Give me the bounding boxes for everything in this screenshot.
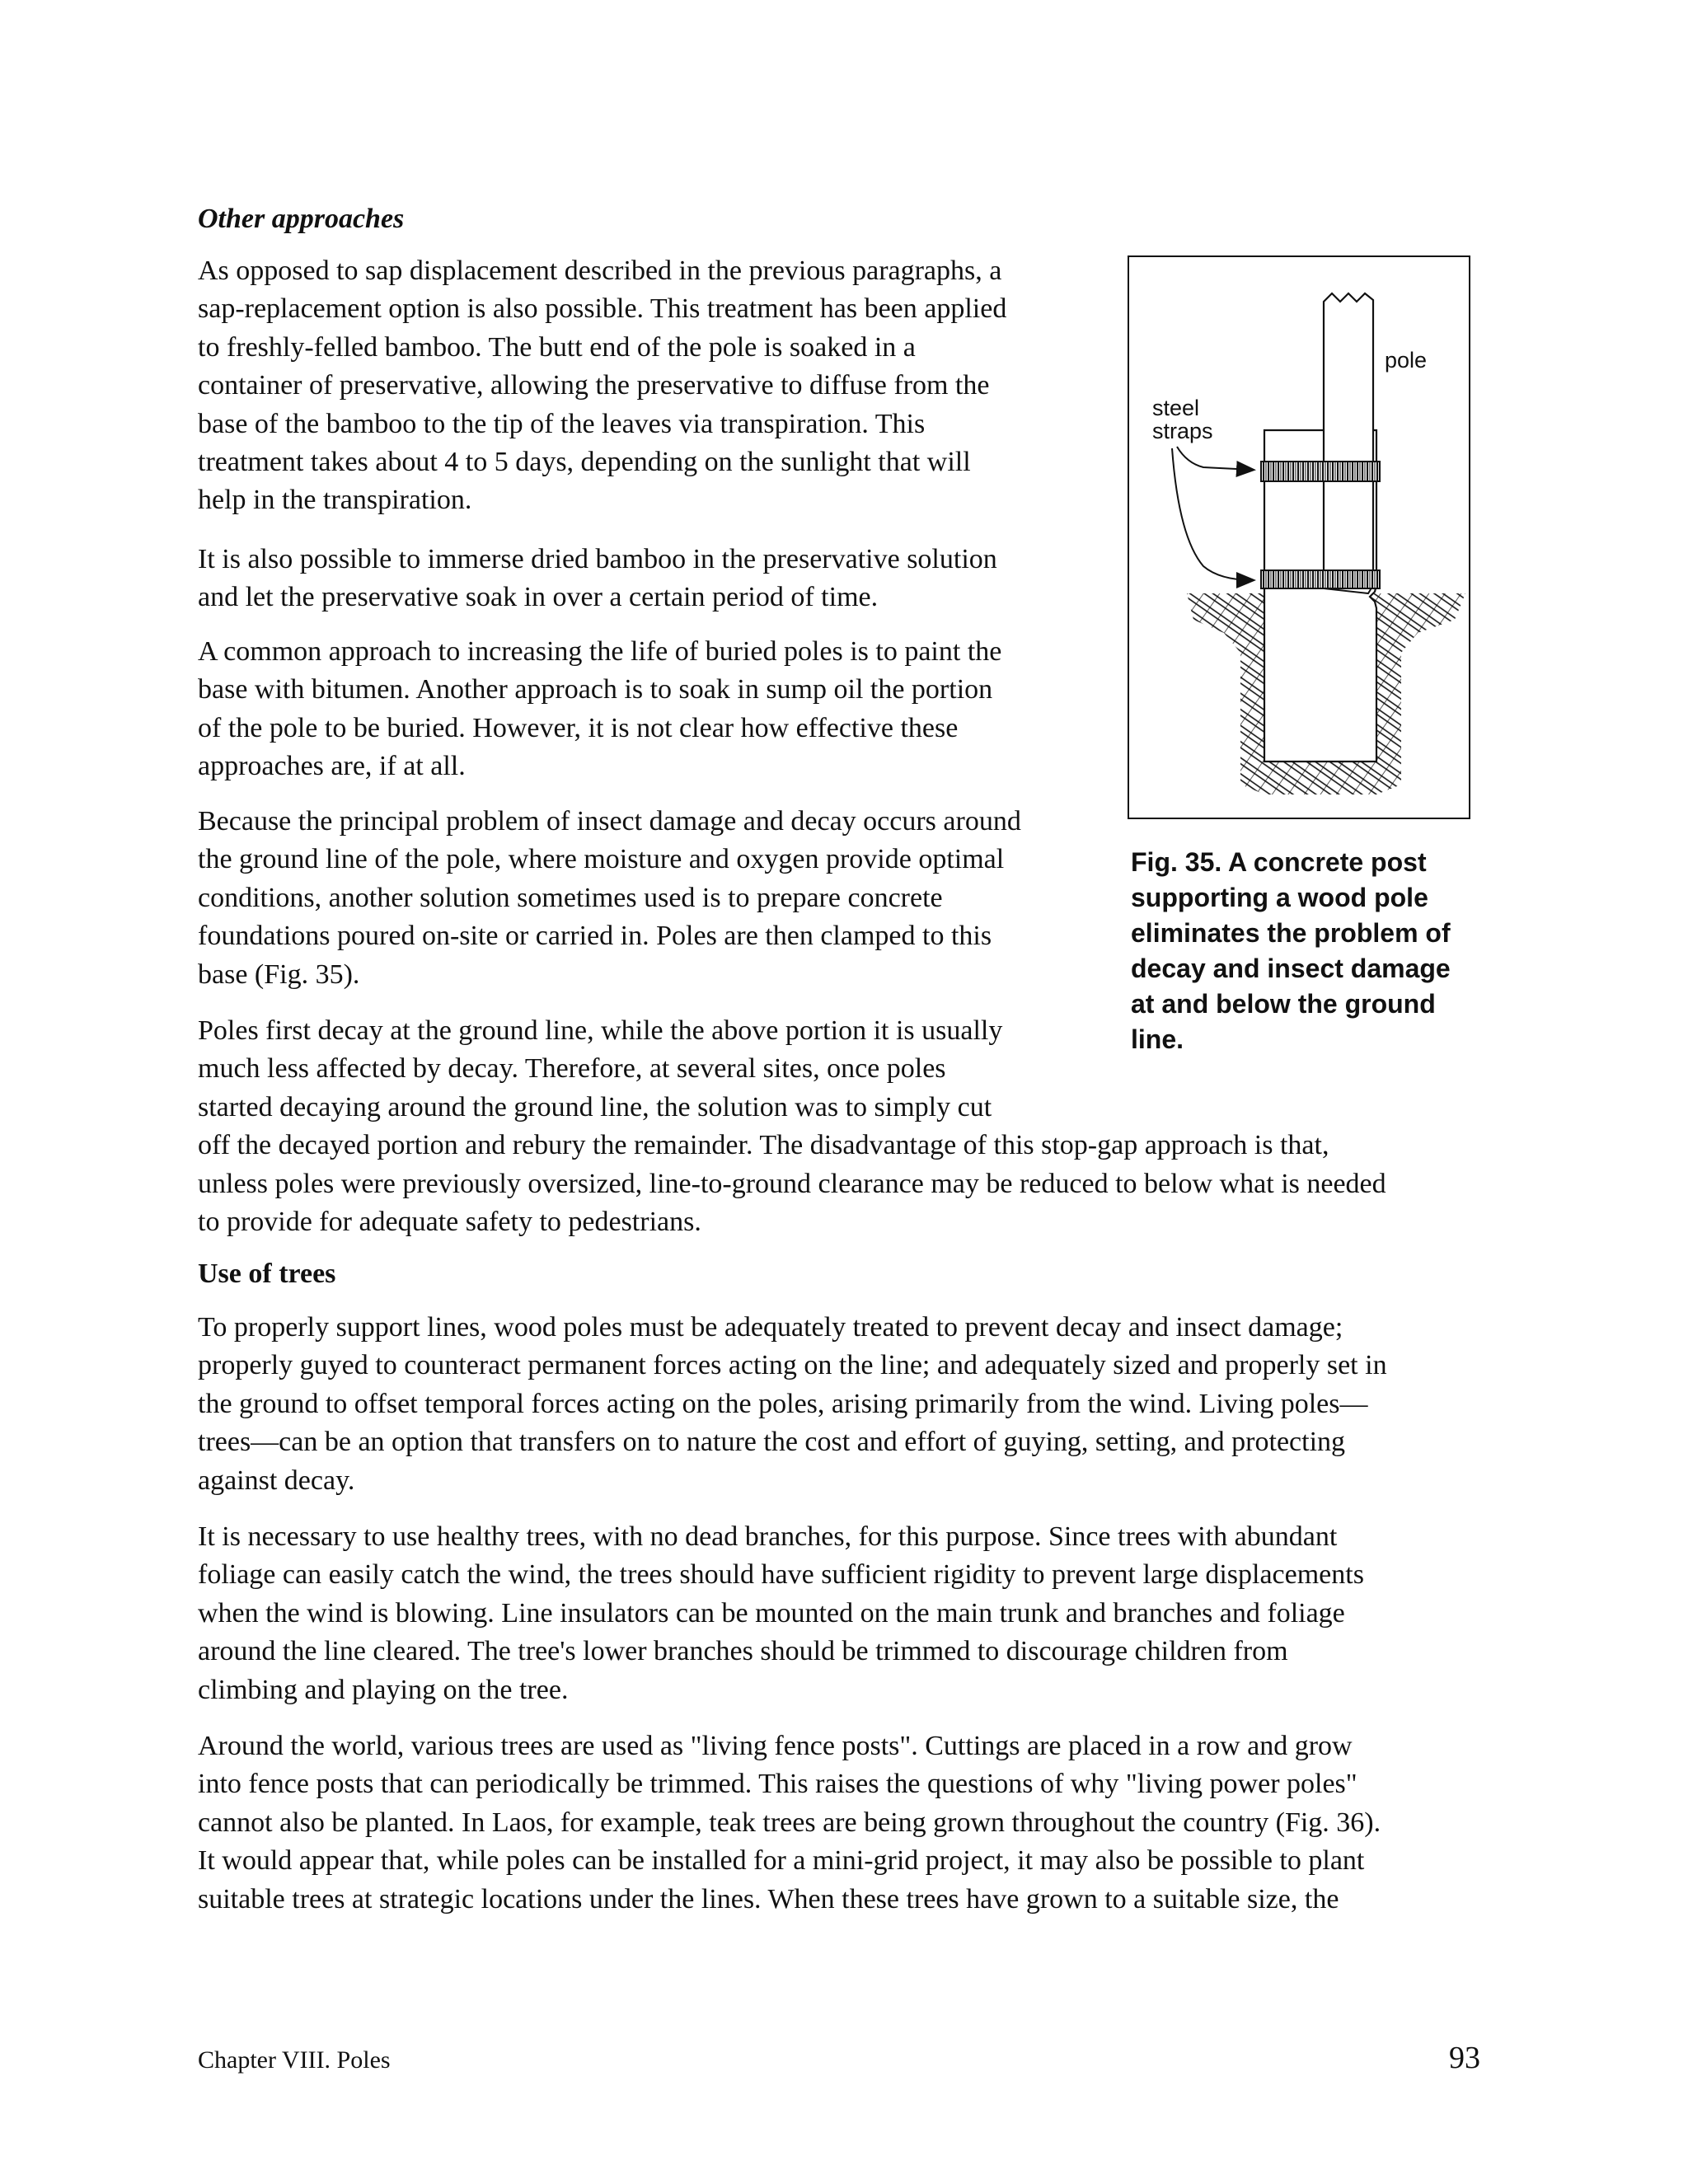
steel-straps-label-line2: straps bbox=[1152, 419, 1213, 443]
text-line: the ground line of the pole, where moisture and oxygen provide optimal bbox=[198, 844, 1005, 875]
steel-straps-label-line1: steel bbox=[1152, 396, 1200, 420]
text-line: against decay. bbox=[198, 1465, 355, 1496]
text-line: started decaying around the ground line, the solution was to simply cut bbox=[198, 1091, 992, 1122]
text-line: of the pole to be buried. However, it is not clear how effective these bbox=[198, 712, 959, 743]
paragraph bbox=[198, 541, 997, 617]
text-line: help in the transpiration. bbox=[198, 485, 472, 516]
text-line: off the decayed portion and rebury the remainder. The disadvantage of this stop-gap approach is that, bbox=[198, 1130, 1329, 1161]
strap-pointer-upper bbox=[1177, 447, 1253, 470]
text-line: into fence posts that can periodically be trimmed. This raises the questions of why "living power poles" bbox=[198, 1769, 1357, 1800]
text-line: the ground to offset temporal forces acting on the poles, arising primarily from the wind. Living poles— bbox=[198, 1388, 1368, 1419]
text-line: To properly support lines, wood poles must be adequately treated to prevent decay and insect damage; bbox=[198, 1312, 1343, 1343]
text-line: As opposed to sap displacement described in the previous paragraphs, a bbox=[198, 255, 1002, 286]
text-line: when the wind is blowing. Line insulators can be mounted on the main trunk and branches and foliage bbox=[198, 1597, 1345, 1629]
text-line: unless poles were previously oversized, line-to-ground clearance may be reduced to below what is needed bbox=[198, 1168, 1386, 1199]
caption-line: line. bbox=[1131, 1024, 1184, 1054]
upper-steel-strap bbox=[1261, 462, 1380, 481]
text-line: properly guyed to counteract permanent forces acting on the line; and adequately sized and properly set in bbox=[198, 1350, 1387, 1381]
figure-35-caption bbox=[1131, 845, 1451, 1057]
text-line: Around the world, various trees are used as "living fence posts". Cuttings are placed in a row and grow bbox=[198, 1731, 1353, 1761]
section-heading-use-of-trees: Use of trees bbox=[198, 1258, 336, 1289]
text-line: Poles first decay at the ground line, while the above portion it is usually bbox=[198, 1015, 1003, 1046]
text-line: sap-replacement option is also possible. This treatment has been applied bbox=[198, 293, 1007, 325]
text-line: It would appear that, while poles can be installed for a mini-grid project, it may also be possible to plant bbox=[198, 1845, 1365, 1877]
text-line: much less affected by decay. Therefore, at several sites, once poles bbox=[198, 1053, 946, 1085]
caption-line: supporting a wood pole bbox=[1131, 883, 1428, 912]
paragraph bbox=[198, 1727, 1381, 1919]
concrete-post-diagram bbox=[1129, 257, 1469, 818]
text-line: climbing and playing on the tree. bbox=[198, 1674, 569, 1705]
wood-pole bbox=[1324, 293, 1373, 585]
paragraph bbox=[198, 1309, 1387, 1500]
text-line: foundations poured on-site or carried in. Poles are then clamped to this bbox=[198, 921, 992, 952]
caption-line: at and below the ground bbox=[1131, 989, 1436, 1019]
text-line: base (Fig. 35). bbox=[198, 958, 360, 990]
text-line: Because the principal problem of insect damage and decay occurs around bbox=[198, 806, 1021, 837]
caption-line: Fig. 35. A concrete post bbox=[1131, 847, 1427, 877]
text-line: treatment takes about 4 to 5 days, depending on the sunlight that will bbox=[198, 447, 971, 478]
section-heading-other-approaches: Other approaches bbox=[198, 204, 405, 234]
text-line: It is necessary to use healthy trees, with no dead branches, for this purpose. Since trees with abundant bbox=[198, 1521, 1338, 1552]
text-line: trees—can be an option that transfers on to nature the cost and effort of guying, setting, and protecting bbox=[198, 1427, 1346, 1458]
text-line: container of preservative, allowing the preservative to diffuse from the bbox=[198, 370, 990, 401]
page-number: 93 bbox=[1449, 2041, 1480, 2075]
text-line: around the line cleared. The tree's lower branches should be trimmed to discourage children from bbox=[198, 1636, 1288, 1667]
figure-35-box bbox=[1128, 255, 1470, 819]
text-line: to freshly-felled bamboo. The butt end of the pole is soaked in a bbox=[198, 331, 916, 363]
caption-line: decay and insect damage bbox=[1131, 954, 1451, 983]
footer-chapter-title: Chapter VIII. Poles bbox=[198, 2046, 391, 2074]
text-line: conditions, another solution sometimes used is to prepare concrete bbox=[198, 882, 943, 913]
paragraph bbox=[198, 1518, 1364, 1709]
text-line: foliage can easily catch the wind, the trees should have sufficient rigidity to prevent large displacements bbox=[198, 1559, 1364, 1591]
caption-line: eliminates the problem of bbox=[1131, 918, 1451, 948]
paragraph bbox=[198, 633, 1001, 786]
text-line: approaches are, if at all. bbox=[198, 751, 466, 782]
paragraph bbox=[198, 803, 1021, 994]
lower-steel-strap bbox=[1261, 570, 1380, 588]
pole-label: pole bbox=[1385, 348, 1428, 373]
text-line: base with bitumen. Another approach is to soak in sump oil the portion bbox=[198, 674, 993, 705]
text-line: to provide for adequate safety to pedestrians. bbox=[198, 1207, 701, 1238]
text-line: A common approach to increasing the life of buried poles is to paint the bbox=[198, 636, 1002, 667]
paragraph bbox=[198, 252, 1006, 520]
text-line: base of the bamboo to the tip of the leaves via transpiration. This bbox=[198, 408, 926, 439]
text-line: and let the preservative soak in over a certain period of time. bbox=[198, 582, 879, 613]
text-line: cannot also be planted. In Laos, for example, teak trees are being grown throughout the country (Fig. 36). bbox=[198, 1807, 1381, 1838]
text-line: It is also possible to immerse dried bamboo in the preservative solution bbox=[198, 544, 997, 574]
text-line: suitable trees at strategic locations under the lines. When these trees have grown to a suitable size, the bbox=[198, 1883, 1339, 1915]
